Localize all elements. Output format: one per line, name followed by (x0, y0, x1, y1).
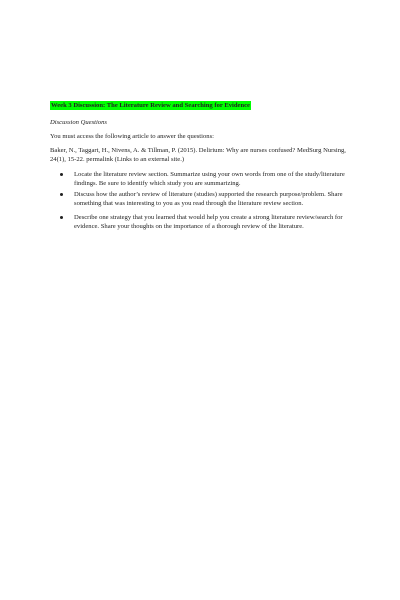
bullet-icon (60, 173, 63, 176)
document-content (50, 94, 350, 233)
list-item (50, 190, 350, 208)
question-text: Locate the literature review section. Summarize using your own words from one of the study/literature findings. Be sure to identify which study you are summarizing. (74, 171, 345, 187)
bullet-icon (60, 193, 63, 196)
question-text: Describe one strategy that you learned that would help you create a strong literature review/search for evidence. Share your thoughts on the importance of a thorough review of the literature. (74, 214, 343, 230)
questions-list (50, 170, 350, 231)
intro-text: You must access the following article to answer the questions: (50, 133, 214, 140)
article-citation: Baker, N., Taggart, H., Nivens, A. & Tillman, P. (2015). Delirium: Why are nurses confused? MedSurg Nursing, 24(1), 15-22. permalink (Links to an external site.) (50, 147, 346, 163)
list-item (50, 170, 350, 188)
discussion-questions-label: Discussion Questions (50, 119, 107, 126)
list-item (50, 213, 350, 231)
heading-row (50, 94, 350, 112)
bullet-icon (60, 216, 63, 219)
question-text: Discuss how the author’s review of literature (studies) supported the research purpose/problem. Share something that was interesting to you as you read through the literature review section. (74, 191, 343, 207)
document-heading: Week 3 Discussion: The Literature Review and Searching for Evidence (51, 102, 250, 109)
